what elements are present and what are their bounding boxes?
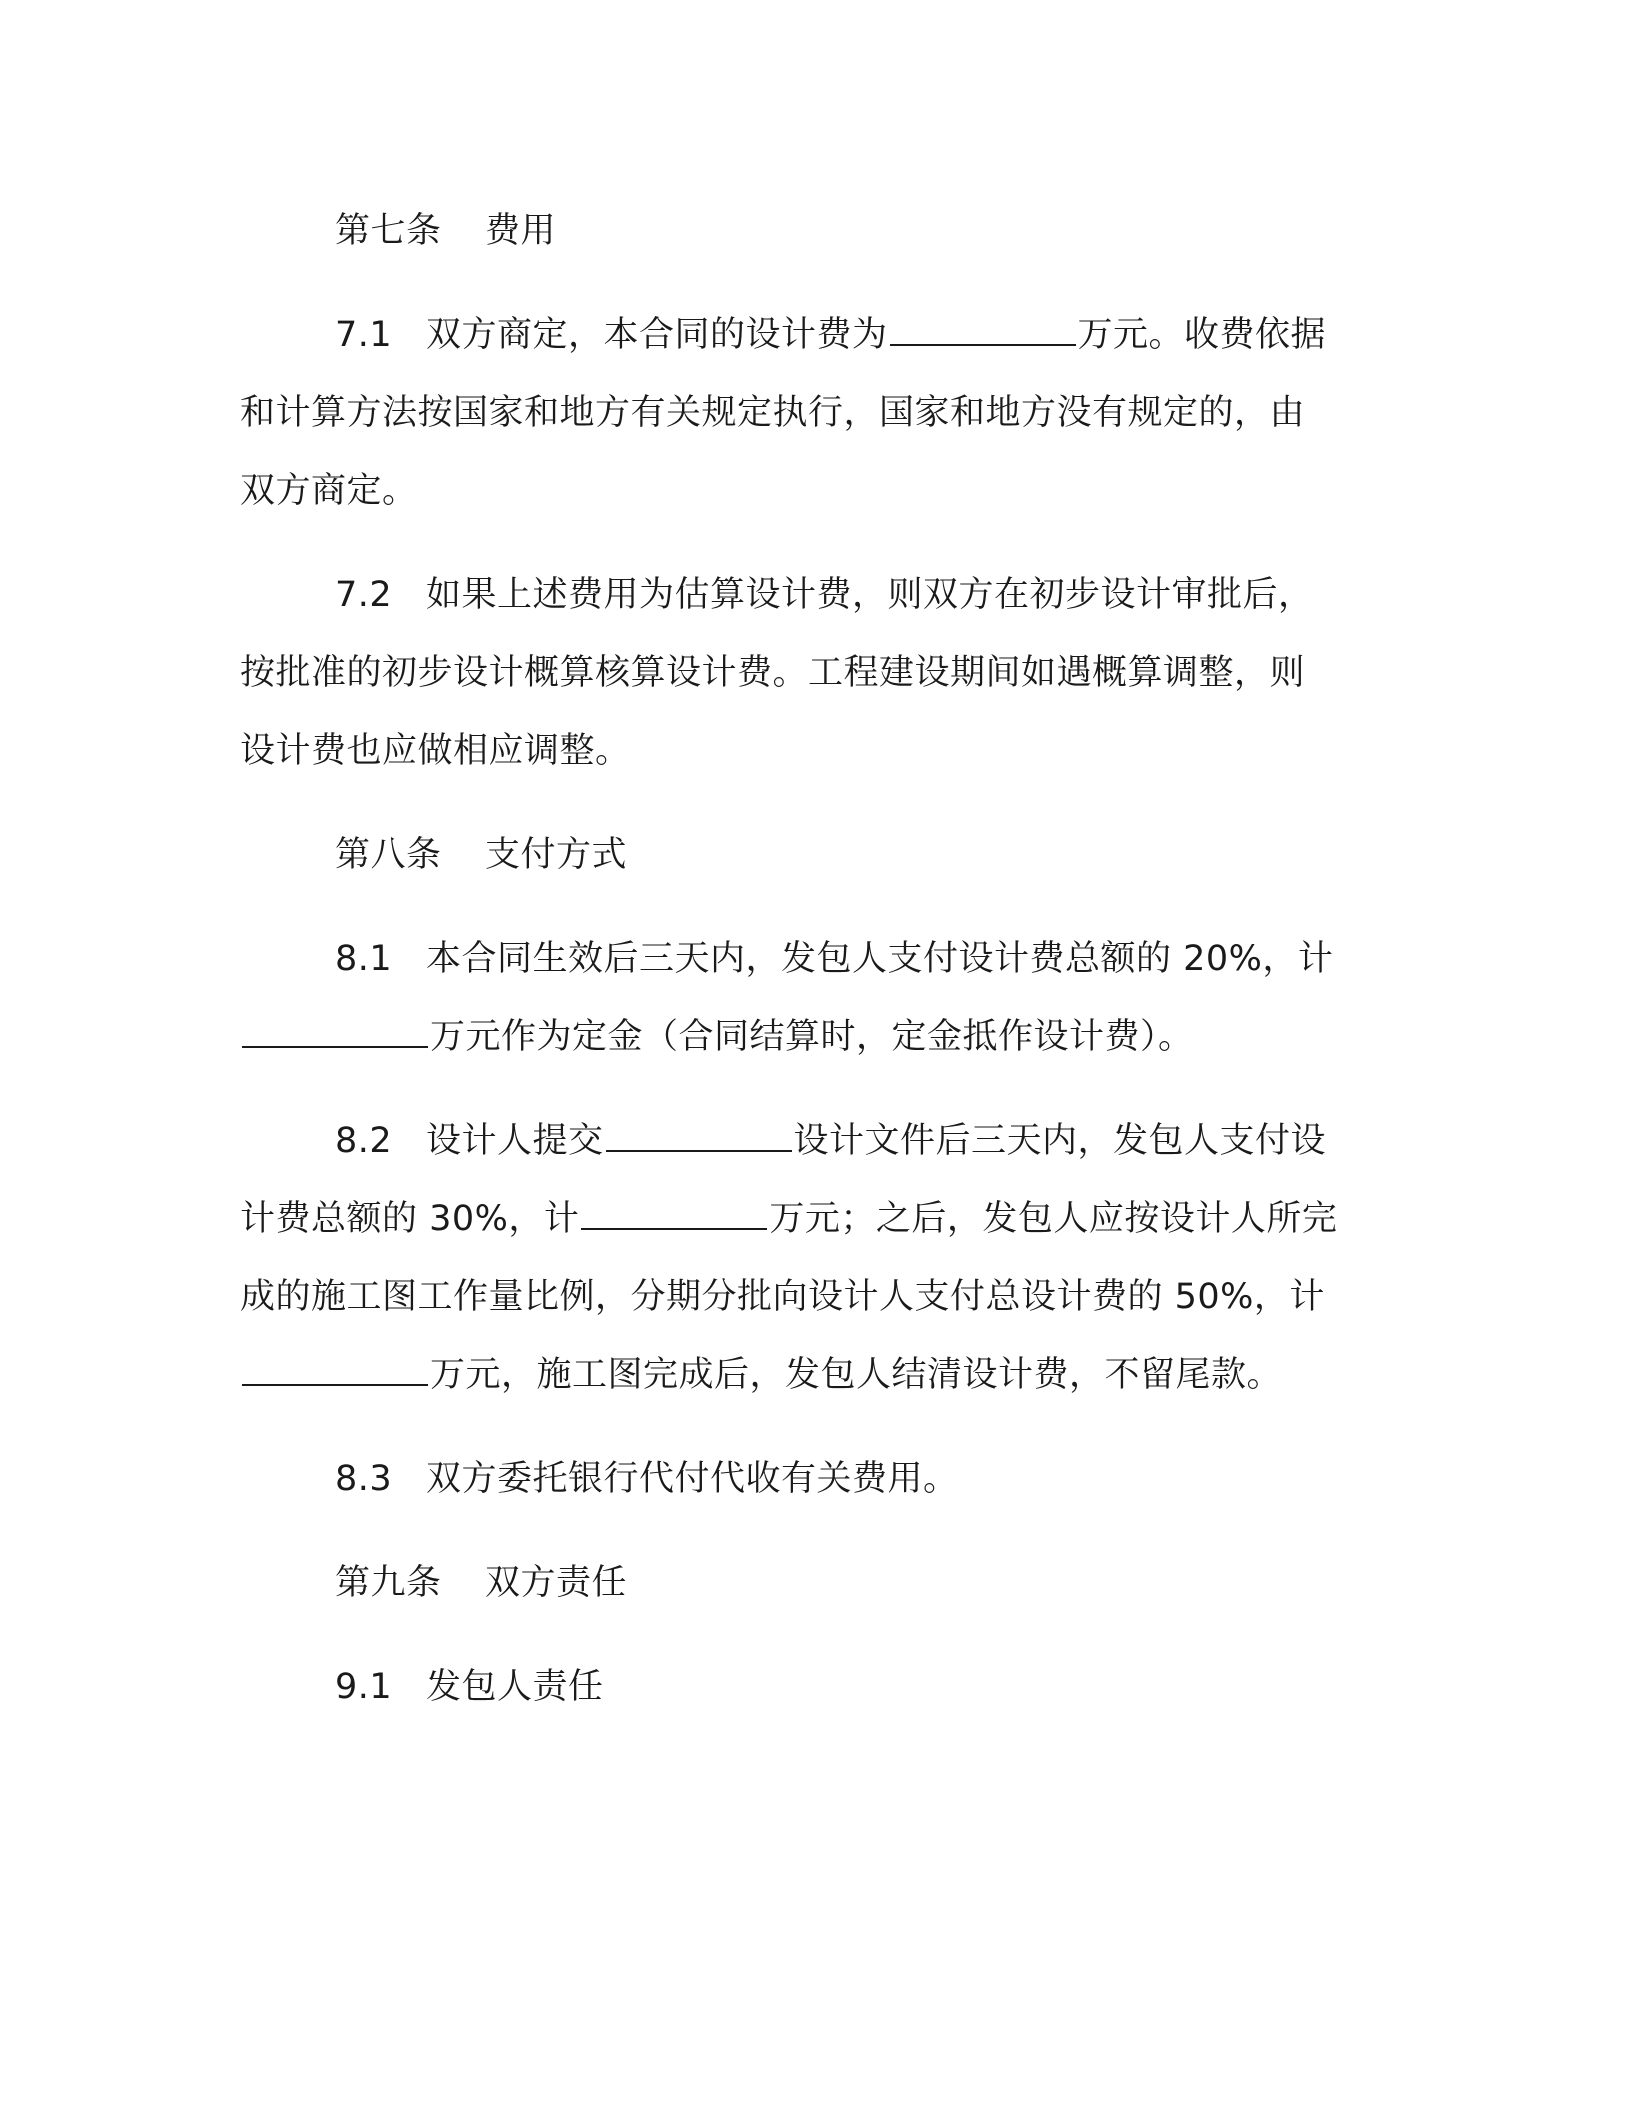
clause-9-1-number: 9.1 — [335, 1667, 393, 1707]
fee-amount-blank[interactable] — [890, 314, 1076, 346]
clause-8-2-line-3: 成的施工图工作量比例，分期分批向设计人支付总设计费的 50%，计 — [240, 1277, 1325, 1317]
clause-8-1-line-2: 万元作为定金（合同结算时，定金抵作设计费）。 — [430, 1017, 1194, 1057]
clause-8-2-line-2a: 计费总额的 30%，计 — [240, 1199, 580, 1239]
clause-8-3 — [240, 1440, 1380, 1518]
design-document-blank[interactable] — [606, 1120, 792, 1152]
article-7-title: 费用 — [485, 211, 557, 251]
document-page — [240, 192, 1380, 1726]
clause-7-1-line-1b: 万元。收费依据 — [1077, 315, 1327, 355]
clause-9-1-line-1: 发包人责任 — [426, 1667, 604, 1707]
clause-7-1-number: 7.1 — [335, 315, 393, 355]
clause-9-1 — [240, 1648, 1380, 1726]
clause-7-1 — [240, 296, 1380, 530]
clause-8-2-line-1b: 设计文件后三天内，发包人支付设 — [793, 1121, 1327, 1161]
deposit-amount-blank[interactable] — [242, 1016, 428, 1048]
clause-8-1-line-1: 本合同生效后三天内，发包人支付设计费总额的 20%，计 — [426, 939, 1334, 979]
clause-7-1-line-3: 双方商定。 — [240, 471, 418, 511]
article-9-label: 第九条 — [335, 1563, 442, 1603]
clause-8-2-line-1a: 设计人提交 — [426, 1121, 604, 1161]
installment-payment-blank[interactable] — [242, 1354, 428, 1386]
article-9-title: 双方责任 — [485, 1563, 628, 1603]
clause-8-2-line-2b: 万元；之后，发包人应按设计人所完 — [769, 1199, 1338, 1239]
clause-8-3-number: 8.3 — [335, 1459, 393, 1499]
clause-8-1-number: 8.1 — [335, 939, 393, 979]
clause-7-2-line-1: 如果上述费用为估算设计费，则双方在初步设计审批后， — [426, 575, 1314, 615]
article-9-heading — [240, 1544, 1380, 1622]
clause-8-3-line-1: 双方委托银行代付代收有关费用。 — [426, 1459, 959, 1499]
clause-7-2-number: 7.2 — [335, 575, 393, 615]
clause-8-1 — [240, 920, 1380, 1076]
clause-8-2-number: 8.2 — [335, 1121, 393, 1161]
clause-7-1-line-1a: 双方商定，本合同的设计费为 — [426, 315, 888, 355]
article-8-title: 支付方式 — [485, 835, 628, 875]
clause-7-2-line-3: 设计费也应做相应调整。 — [240, 731, 631, 771]
clause-7-1-line-2: 和计算方法按国家和地方有关规定执行，国家和地方没有规定的，由 — [240, 393, 1306, 433]
article-8-label: 第八条 — [335, 835, 442, 875]
second-payment-blank[interactable] — [581, 1198, 767, 1230]
clause-7-2-line-2: 按批准的初步设计概算核算设计费。工程建设期间如遇概算调整，则 — [240, 653, 1306, 693]
article-8-heading — [240, 816, 1380, 894]
clause-8-2-line-4: 万元，施工图完成后，发包人结清设计费，不留尾款。 — [430, 1355, 1283, 1395]
clause-8-2 — [240, 1102, 1380, 1414]
article-7-heading — [240, 192, 1380, 270]
article-7-label: 第七条 — [335, 211, 442, 251]
clause-7-2 — [240, 556, 1380, 790]
